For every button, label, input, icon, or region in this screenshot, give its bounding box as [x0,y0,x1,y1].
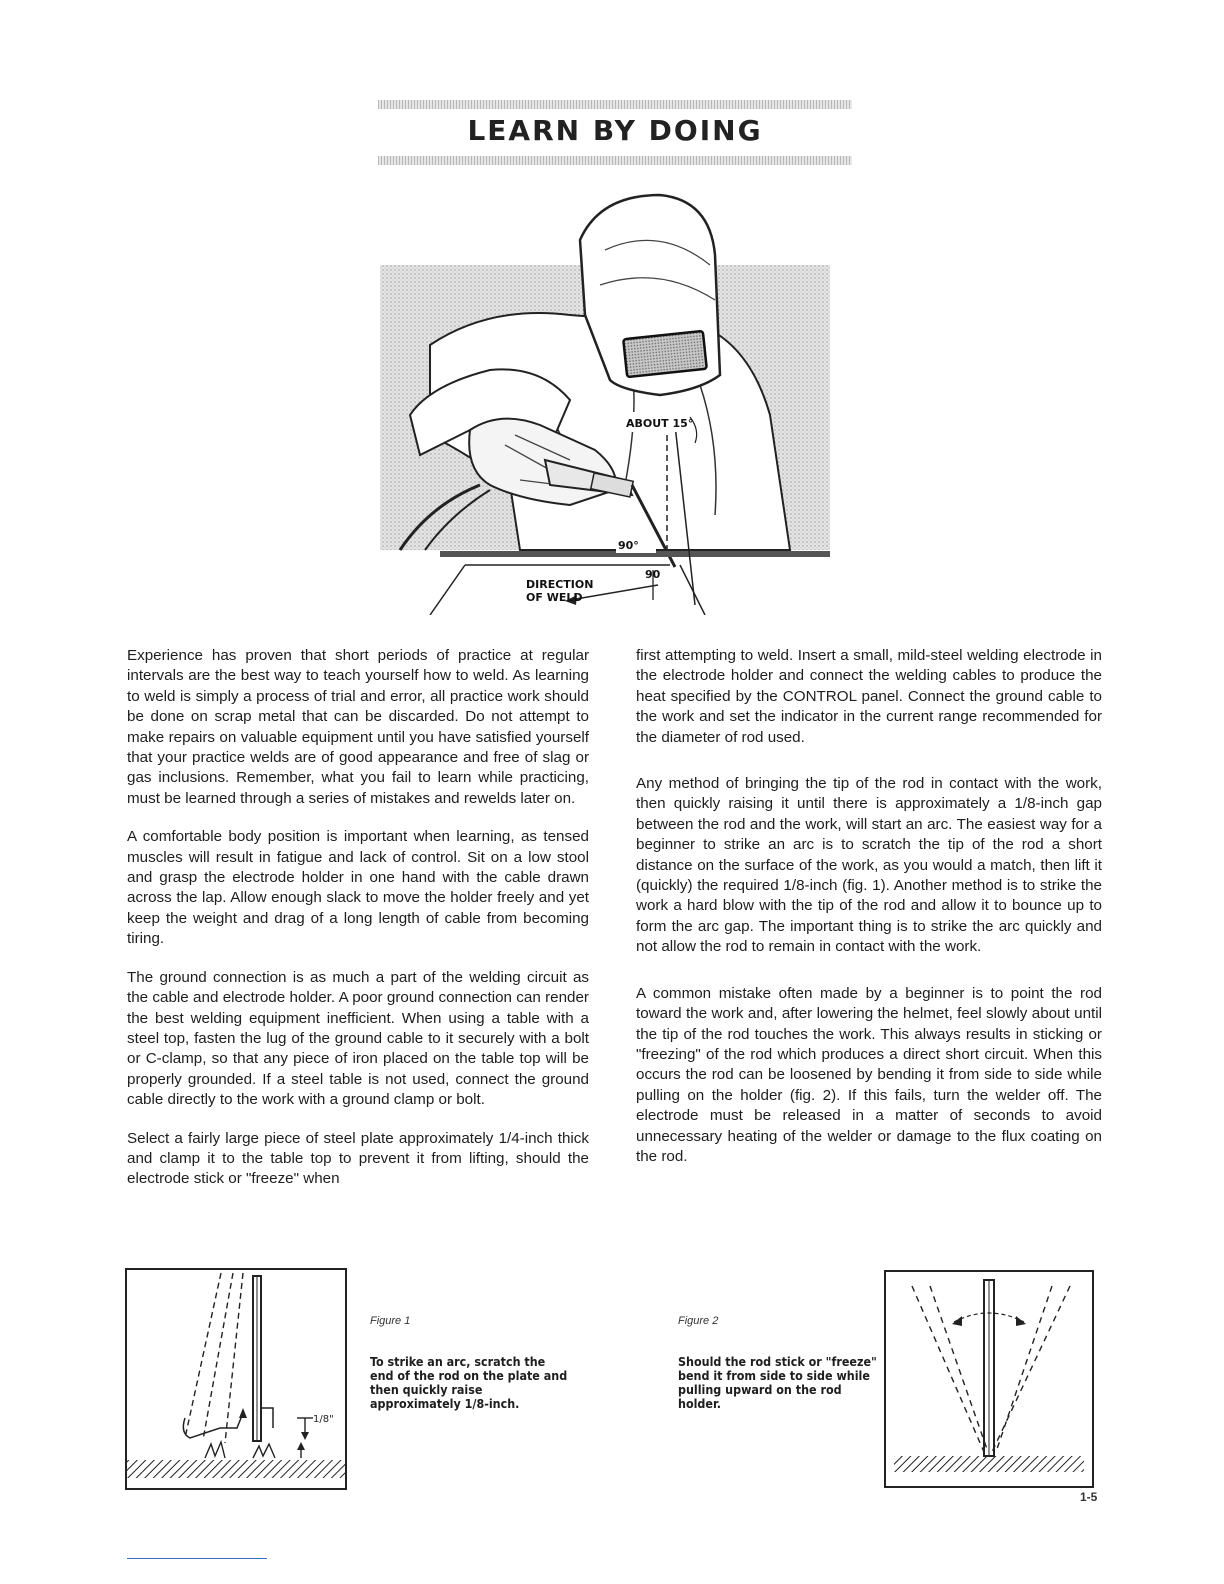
figure2-drawing [884,1270,1094,1488]
figure1-label: Figure 1 [370,1315,411,1327]
figure1-gap-label: 1/8" [313,1414,334,1425]
right-angle-label-lower: 90 [645,568,661,581]
header-rule-top [378,100,852,109]
footer-link-underline [127,1558,267,1559]
paragraph: A comfortable body position is important when learning, as tensed muscles will result in fatigue and lack of control. Sit on a low stool and grasp the electrode holder in one hand with the cable drawn across the lap. Allow enough slack to move the holder freely and yet keep the weight and drag of a long length of cable from becoming tiring. [127,828,589,948]
left-column [127,646,589,1190]
right-angle-label-upper: 90° [618,539,639,552]
welder-illustration [370,185,840,615]
figure1-drawing [125,1268,347,1490]
header-rule-bottom [378,156,852,165]
page-title: LEARN BY DOING [467,114,763,147]
helmet-lens [623,331,707,377]
paragraph: first attempting to weld. Insert a small, mild-steel welding electrode in the electrode holder and connect the welding cables to produce the heat specified by the CONTROL panel. Connect the ground cable to the work and set the indicator in the current range recommended for the diameter of rod used. [636,647,1102,746]
paragraph: A common mistake often made by a beginner is to point the rod toward the work and, after lowering the helmet, feel slowly about until the tip of the rod touches the work. This always results in sticking or "freezing" of the rod which produces a direct short circuit. When this occurs the rod can be loosened by bending it from side to side while pulling on the holder (fig. 2). If this fails, turn the welder off. The electrode must be released in a matter of seconds to avoid unnecessary heating of the welder or damage to the flux coating on the rod. [636,984,1102,1165]
angle-label: ABOUT 15° [626,417,694,430]
figure1-caption: To strike an arc, scratch the end of the rod on the plate and then quickly raise approximately 1/8-inch. [370,1354,568,1411]
figure1-plate [127,1460,345,1478]
figure2-caption: Should the rod stick or "freeze" bend it from side to side while pulling upward on the rod holder. [678,1354,877,1411]
right-column [636,646,1102,1167]
paragraph: Any method of bringing the tip of the rod in contact with the work, then quickly raising it until there is approximately a 1/8-inch gap between the rod and the work, will start an arc. The easiest way for a beginner to strike an arc is to scratch the tip of the rod a short distance on the surface of the work, as you would a match, then lift it (quickly) the required 1/8-inch (fig. 1). Another method is to strike the work a hard blow with the tip of the rod and allow it to bounce up to form the arc gap. The important thing is to strike the arc quickly and not allow the rod to remain in contact with the work. [636,775,1102,956]
figure2-plate [894,1456,1084,1472]
direction-label-line2: OF WELD [526,591,583,604]
figure2-label: Figure 2 [678,1315,719,1327]
page-number: 1-5 [1080,1490,1098,1504]
paragraph: Experience has proven that short periods of practice at regular intervals are the best way to teach yourself how to weld. As learning to weld is simply a process of trial and error, all practice work should be done on scrap metal that can be discarded. Do not attempt to make repairs on valuable equipment until you have satisfied yourself that your practice welds are of good appearance and free of slag or gas inclusions. Remember, what you fail to learn while practicing, must be learned through a series of mistakes and rewelds later on. [127,647,589,807]
paragraph: The ground connection is as much a part of the welding circuit as the cable and electrode holder. A poor ground connection can render the best welding equipment inefficient. When using a table with a steel top, fasten the lug of the ground cable to it securely with a bolt or C-clamp, so that any piece of iron placed on the table top will be properly grounded. If a steel table is not used, connect the ground cable directly to the work with a ground clamp or bolt. [127,968,589,1109]
paragraph: Select a fairly large piece of steel plate approximately 1/4-inch thick and clamp it to the table top to prevent it from lifting, should the electrode stick or "freeze" when [127,1129,589,1188]
direction-label-line1: DIRECTION [526,578,594,591]
